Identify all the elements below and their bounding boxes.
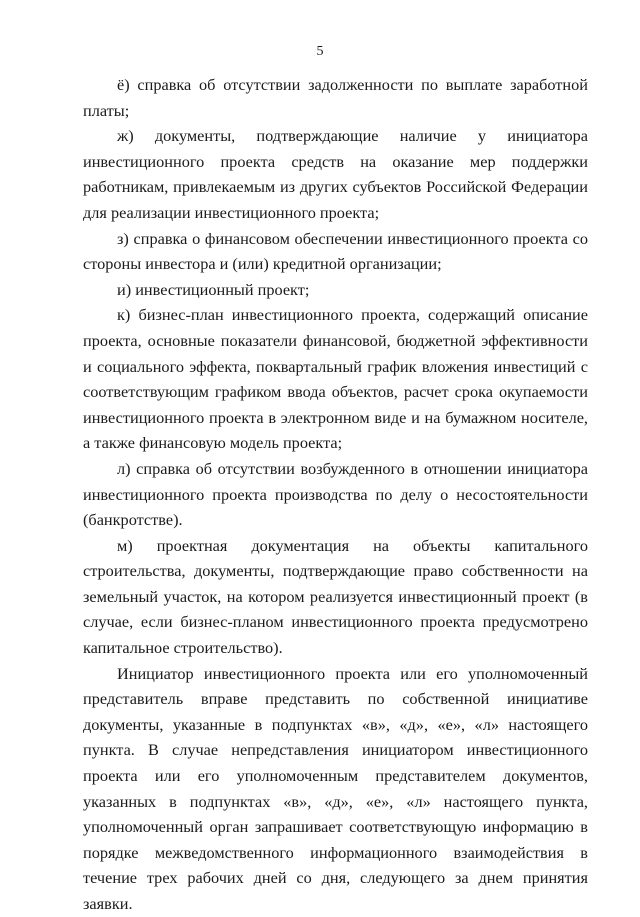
paragraph-z: з) справка о финансовом обеспечении инвестиционного проекта со стороны инвестора и (или) кредитной организации; [83, 228, 588, 274]
paragraph-k: к) бизнес-план инвестиционного проекта, содержащий описание проекта, основные показатели финансовой, бюджетной эффективности и социального эффекта, поквартальный график вложения инвестиций с соответствующим графиком ввода объектов, расчет срока окупаемости инвестиционного проекта в электронном виде и на бумажном носителе, а также финансовую модель проекта; [83, 305, 588, 453]
page-number: 5 [316, 44, 324, 59]
paragraph-initiator: Инициатор инвестиционного проекта или его уполномоченный представитель вправе представить по собственной инициативе документы, указанные в подпунктах «в», «д», «е», «л» настоящего пункта. В случае непредставления инициатором инвестиционного проекта или его уполномоченным представителем документов, указанных в подпунктах «в», «д», «е», «л» настоящего пункта, уполномоченный орган запрашивает соответствующую информацию в порядке межведомственного информационного взаимодействия в течение трех рабочих дней со дня, следующего за днем принятия заявки. [83, 663, 588, 913]
paragraph-zh: ж) документы, подтверждающие наличие у инициатора инвестиционного проекта средств на оказание мер поддержки работникам, привлекаемым из других субъектов Российской Федерации для реализации инвестиционного проекта; [83, 126, 588, 222]
document-body [83, 72, 588, 917]
paragraph-yo: ё) справка об отсутствии задолженности по выплате заработной платы; [83, 75, 588, 120]
paragraph-l: л) справка об отсутствии возбужденного в отношении инициатора инвестиционного проекта производства по делу о несостоятельности (банкротстве). [83, 458, 588, 530]
paragraph-i: и) инвестиционный проект; [117, 279, 310, 299]
paragraph-m: м) проектная документация на объекты капитального строительства, документы, подтверждающие право собственности на земельный участок, на котором реализуется инвестиционный проект (в случае, если бизнес-планом инвестиционного проекта предусмотрено капитальное строительство). [83, 535, 588, 658]
